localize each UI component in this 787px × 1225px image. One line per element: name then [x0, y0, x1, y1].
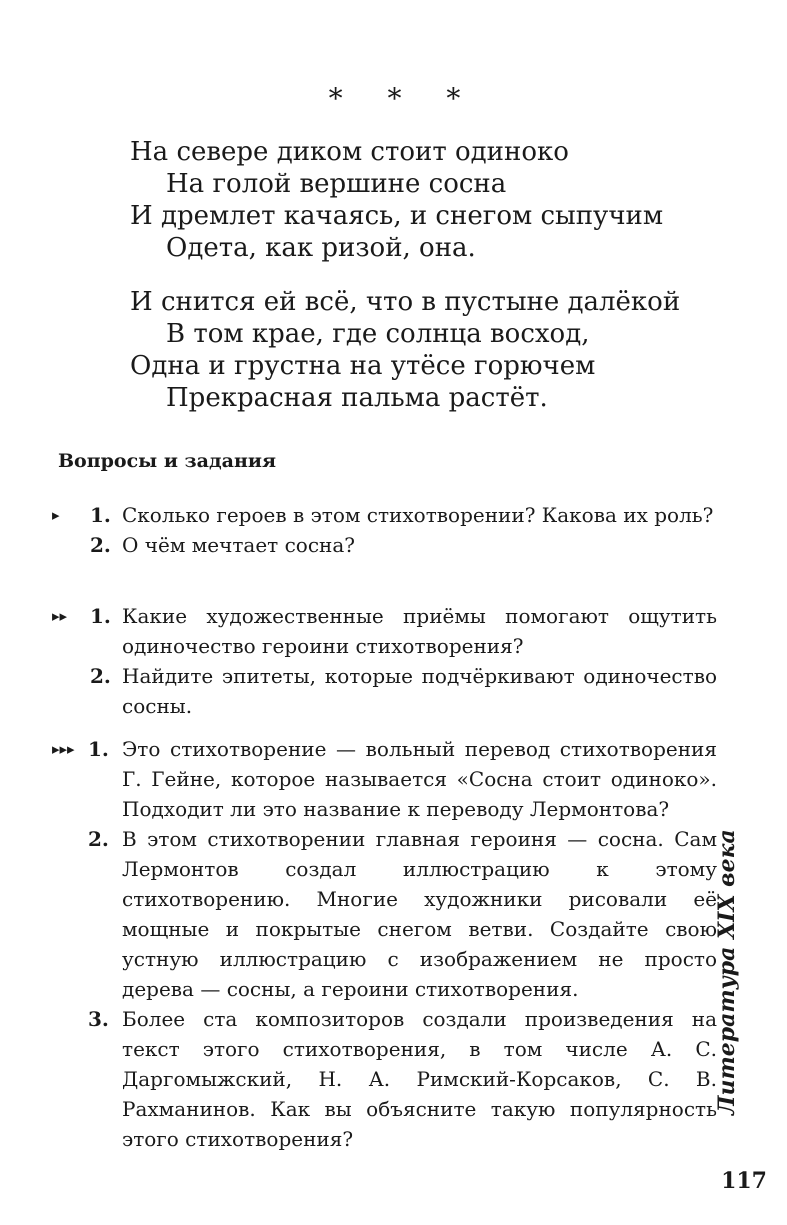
poem-line: Одета, как ризой, она. [166, 233, 476, 263]
question-group-basic [52, 500, 717, 560]
level-3-marker-icon: ▸▸▸ [52, 740, 75, 758]
question-item [52, 530, 717, 560]
poem-line: Прекрасная пальма растёт. [166, 383, 548, 413]
poem-line: И снится ей всё, что в пустыне далёкой [130, 287, 681, 317]
questions-heading: Вопросы и задания [58, 450, 276, 472]
question-group-intermediate [52, 601, 717, 721]
section-separator: * * * [328, 82, 479, 115]
running-head-caption: Литература XIX века [714, 829, 740, 1115]
question-item [52, 601, 717, 661]
question-item [52, 824, 717, 1004]
question-text: Какие художественные приёмы помогают ощутить одиночество героини стихотворения? [122, 604, 717, 658]
level-2-marker-icon: ▸▸ [52, 607, 68, 625]
poem-stanza-2 [130, 286, 680, 414]
question-item [52, 500, 717, 530]
question-number: 2. [88, 827, 109, 851]
question-number: 1. [88, 737, 109, 761]
question-text: Это стихотворение — вольный перевод стихотворения Г. Гейне, которое называется «Сосна стоит одиноко». Подходит ли это название к переводу Лермонтова? [122, 737, 717, 821]
poem-stanza-1 [130, 136, 663, 264]
question-item [52, 734, 717, 824]
poem-line: На голой вершине сосна [166, 169, 507, 199]
level-1-marker-icon: ▸ [52, 506, 60, 524]
question-number: 3. [88, 1007, 109, 1031]
question-item [52, 661, 717, 721]
poem-line: На севере диком стоит одиноко [130, 137, 569, 167]
question-text: Более ста композиторов создали произведения на текст этого стихотворения, в том числе А. С. Даргомыжский, Н. А. Римский-Корсаков, С. В. Рахманинов. Как вы объясните такую популярность этого стихотворения? [122, 1007, 717, 1151]
question-text: Сколько героев в этом стихотворении? Какова их роль? [122, 503, 714, 527]
question-number: 1. [90, 604, 111, 628]
question-text: В этом стихотворении главная героиня — сосна. Сам Лермонтов создал иллюстрацию к этому стихотворению. Многие художники рисовали её мощные и покрытые снегом ветви. Создайте свою устную иллюстрацию с изображением не просто дерева — сосны, а героини стихотворения. [122, 827, 717, 1001]
question-number: 2. [90, 664, 111, 688]
poem-line: В том крае, где солнца восход, [166, 319, 590, 349]
question-item [52, 1004, 717, 1154]
question-number: 1. [90, 503, 111, 527]
question-group-advanced [52, 734, 717, 1154]
question-text: О чём мечтает сосна? [122, 533, 356, 557]
page-number: 117 [721, 1168, 767, 1194]
question-number: 2. [90, 533, 111, 557]
poem-line: И дремлет качаясь, и снегом сыпучим [130, 201, 664, 231]
poem-line: Одна и грустна на утёсе горючем [130, 351, 596, 381]
question-text: Найдите эпитеты, которые подчёркивают одиночество сосны. [122, 664, 717, 718]
